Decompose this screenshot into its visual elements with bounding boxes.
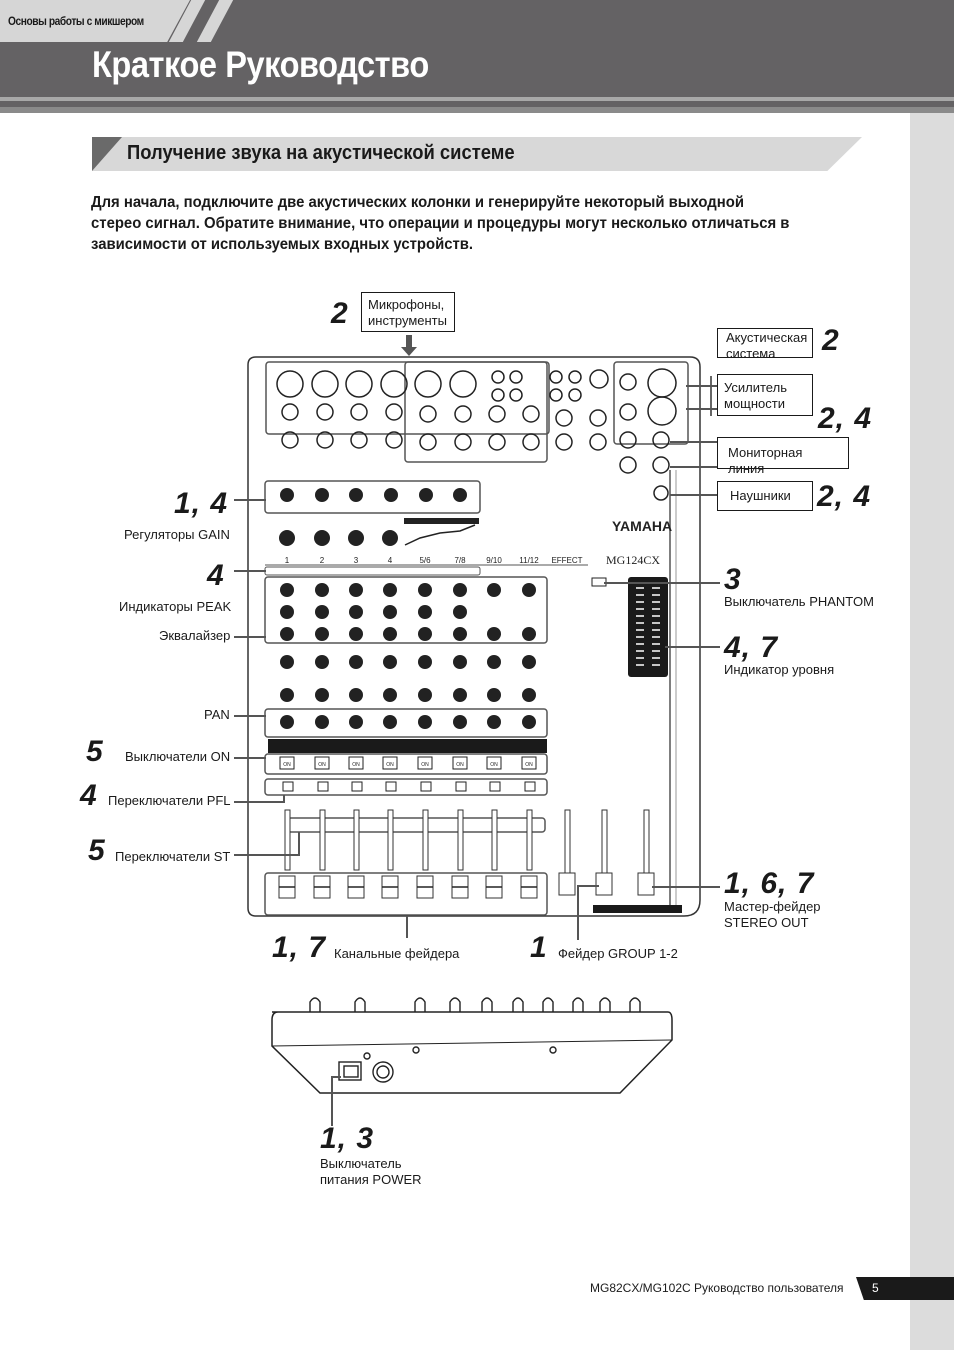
phantom-label: Выключатель PHANTOM: [724, 594, 874, 609]
pfl-switches-label: Переключатели PFL: [108, 793, 231, 808]
step-number: 2: [822, 324, 840, 357]
effect-label: EFFECT: [551, 556, 583, 565]
step-number: 1, 4: [174, 487, 229, 520]
eq-knob: [280, 627, 294, 641]
channel-label: 9/10: [486, 556, 502, 565]
peak-label: Индикаторы PEAK: [119, 599, 232, 614]
model-name: MG124CX: [606, 553, 661, 567]
eq-knob: [315, 583, 329, 597]
page-number: 5: [872, 1281, 879, 1295]
channel-label: 4: [387, 556, 393, 565]
effect-knob: [487, 688, 501, 702]
on-button-label: ON: [421, 762, 429, 768]
effect-knob: [280, 688, 294, 702]
fader-slot: [492, 810, 497, 870]
eq-knob: [522, 627, 536, 641]
effect-knob: [383, 688, 397, 702]
effect-knob: [349, 688, 363, 702]
connector-line: [604, 582, 720, 584]
group-fader-label: Фейдер GROUP 1-2: [558, 946, 678, 961]
on-button-label: ON: [525, 762, 533, 768]
fader-slot: [320, 810, 325, 870]
callout-text: Усилитель: [724, 380, 787, 395]
eq-knob: [453, 605, 467, 619]
channel-label: 11/12: [519, 556, 539, 565]
step-number: 2, 4: [818, 402, 873, 435]
yamaha-logo: YAMAHA: [612, 518, 673, 534]
fader-slot: [527, 810, 532, 870]
pan-knob: [349, 715, 363, 729]
step-number: 2: [331, 297, 349, 330]
pan-label: PAN: [204, 707, 230, 722]
pfl-button: [421, 782, 431, 791]
step-number: 3: [724, 563, 742, 596]
connector-line: [283, 795, 285, 803]
aux-knob: [383, 655, 397, 669]
effect-knob: [418, 688, 432, 702]
connector-line: [665, 646, 720, 648]
fader-slot: [423, 810, 428, 870]
on-button-label: ON: [352, 762, 360, 768]
aux-knob: [487, 655, 501, 669]
connector-line: [670, 494, 718, 496]
pfl-button: [318, 782, 328, 791]
manual-title: MG82CX/MG102C Руководство пользователя: [590, 1281, 844, 1295]
eq-knob: [453, 583, 467, 597]
step-number: 4: [207, 559, 225, 592]
connector-line: [686, 385, 718, 387]
on-button-label: ON: [456, 762, 464, 768]
connector-line: [234, 854, 299, 856]
st-switches-label: Переключатели ST: [115, 849, 231, 864]
pfl-button: [490, 782, 500, 791]
master-fader-slot: [602, 810, 607, 880]
pan-knob: [280, 715, 294, 729]
page-number-tab: [856, 1277, 954, 1300]
on-switches-label: Выключатели ON: [125, 749, 231, 764]
pan-knob: [453, 715, 467, 729]
intro-line: стерео сигнал. Обратите внимание, что операции и процедуры могут несколько отличаться в: [91, 215, 790, 232]
pfl-button: [283, 782, 293, 791]
step-number: 4: [80, 779, 98, 812]
pfl-button: [456, 782, 466, 791]
pfl-button: [386, 782, 396, 791]
level-meter-label: Индикатор уровня: [724, 662, 835, 677]
fader-slot: [354, 810, 359, 870]
callout-text: питания POWER: [320, 1172, 422, 1187]
pfl-button: [352, 782, 362, 791]
aux-knob: [280, 655, 294, 669]
on-button-label: ON: [490, 762, 498, 768]
speakers-callout-box: [717, 328, 813, 361]
eq-knob: [418, 627, 432, 641]
callout-text: Микрофоны,: [368, 297, 445, 312]
step-number: 2, 4: [817, 480, 872, 513]
aux-knob: [315, 655, 329, 669]
connector-line: [298, 832, 300, 856]
pan-knob: [487, 715, 501, 729]
callout-text: инструменты: [368, 313, 447, 328]
eq-knob: [487, 627, 501, 641]
eq-knob: [349, 583, 363, 597]
aux-knob: [349, 655, 363, 669]
pan-knob: [315, 715, 329, 729]
eq-knob: [383, 605, 397, 619]
master-fader-slot: [565, 810, 570, 880]
connector-line: [234, 715, 266, 717]
connector-line: [577, 885, 579, 940]
connector-line: [710, 376, 712, 416]
eq-knob: [315, 627, 329, 641]
monitor-line-callout-box: [717, 437, 849, 476]
channel-faders-label: Канальные фейдера: [334, 946, 460, 961]
pfl-button: [525, 782, 535, 791]
eq-knob: [280, 583, 294, 597]
channel-label: 2: [319, 556, 325, 565]
eq-knob: [349, 627, 363, 641]
eq-knob: [383, 627, 397, 641]
connector-line: [577, 885, 599, 887]
connector-line: [234, 636, 266, 638]
callout-text: система: [726, 346, 776, 361]
callout-text: Выключатель: [320, 1156, 402, 1171]
fader-slot: [285, 810, 290, 870]
connector-line: [652, 886, 720, 888]
step-number: 1: [530, 931, 548, 964]
step-number: 5: [86, 735, 104, 768]
mics-callout-box: [361, 292, 455, 332]
connector-line: [670, 466, 718, 468]
callout-text: Акустическая: [726, 330, 808, 345]
fader-slot: [458, 810, 463, 870]
channel-label: 3: [353, 556, 359, 565]
eq-knob: [453, 627, 467, 641]
connector-line: [234, 757, 266, 759]
intro-line: зависимости от используемых входных устройств.: [91, 236, 474, 253]
callout-text: Наушники: [730, 488, 791, 503]
eq-knob: [418, 583, 432, 597]
step-number: 1, 3: [320, 1122, 375, 1155]
section-title: Получение звука на акустической системе: [127, 142, 515, 164]
aux-knob: [453, 655, 467, 669]
gain-label: Регуляторы GAIN: [124, 527, 230, 542]
connector-line: [234, 499, 266, 501]
connector-line: [234, 801, 284, 803]
breadcrumb: Основы работы с микшером: [8, 14, 144, 28]
callout-text: Мастер-фейдер: [724, 899, 821, 914]
effect-knob: [522, 688, 536, 702]
master-fader-cap: [596, 873, 612, 895]
fader-slot: [388, 810, 393, 870]
amplifier-callout-box: [717, 374, 813, 416]
connector-line: [670, 441, 718, 443]
step-number: 1, 7: [272, 931, 327, 964]
channel-label: 5/6: [419, 556, 431, 565]
callout-text: мощности: [724, 396, 785, 411]
aux-knob: [418, 655, 432, 669]
stereo-out-label: [724, 899, 821, 931]
connector-line: [234, 570, 266, 572]
connector-line: [686, 408, 718, 410]
connector-line: [331, 1076, 333, 1126]
aux-knob: [522, 655, 536, 669]
eq-label: Эквалайзер: [159, 628, 231, 643]
page-title: Краткое Руководство: [92, 44, 429, 85]
step-number: 5: [88, 834, 106, 867]
callout-text: STEREO OUT: [724, 915, 809, 930]
on-button-label: ON: [318, 762, 326, 768]
eq-knob: [522, 583, 536, 597]
intro-line: Для начала, подключите две акустических колонки и генерируйте некоторый выходной: [91, 194, 744, 211]
eq-knob: [383, 583, 397, 597]
mixer-rear-view: [260, 990, 680, 1110]
eq-knob: [315, 605, 329, 619]
channel-label: 7/8: [454, 556, 466, 565]
step-number: 1, 6, 7: [724, 867, 815, 900]
on-button-label: ON: [386, 762, 394, 768]
effect-knob: [315, 688, 329, 702]
master-fader-cap: [638, 873, 654, 895]
power-label: [320, 1156, 422, 1188]
pan-knob: [383, 715, 397, 729]
master-fader-cap: [559, 873, 575, 895]
eq-knob: [487, 583, 501, 597]
eq-knob: [349, 605, 363, 619]
channel-label: 1: [284, 556, 290, 565]
connector-line: [331, 1076, 341, 1078]
callout-text: Мониторная линия: [728, 445, 803, 476]
master-fader-slot: [644, 810, 649, 880]
pan-knob: [522, 715, 536, 729]
connector-line: [406, 916, 408, 938]
eq-knob: [418, 605, 432, 619]
on-button-label: ON: [283, 762, 291, 768]
step-number: 4, 7: [724, 631, 779, 664]
eq-knob: [280, 605, 294, 619]
effect-knob: [453, 688, 467, 702]
headphones-callout-box: [717, 481, 813, 511]
pan-knob: [418, 715, 432, 729]
